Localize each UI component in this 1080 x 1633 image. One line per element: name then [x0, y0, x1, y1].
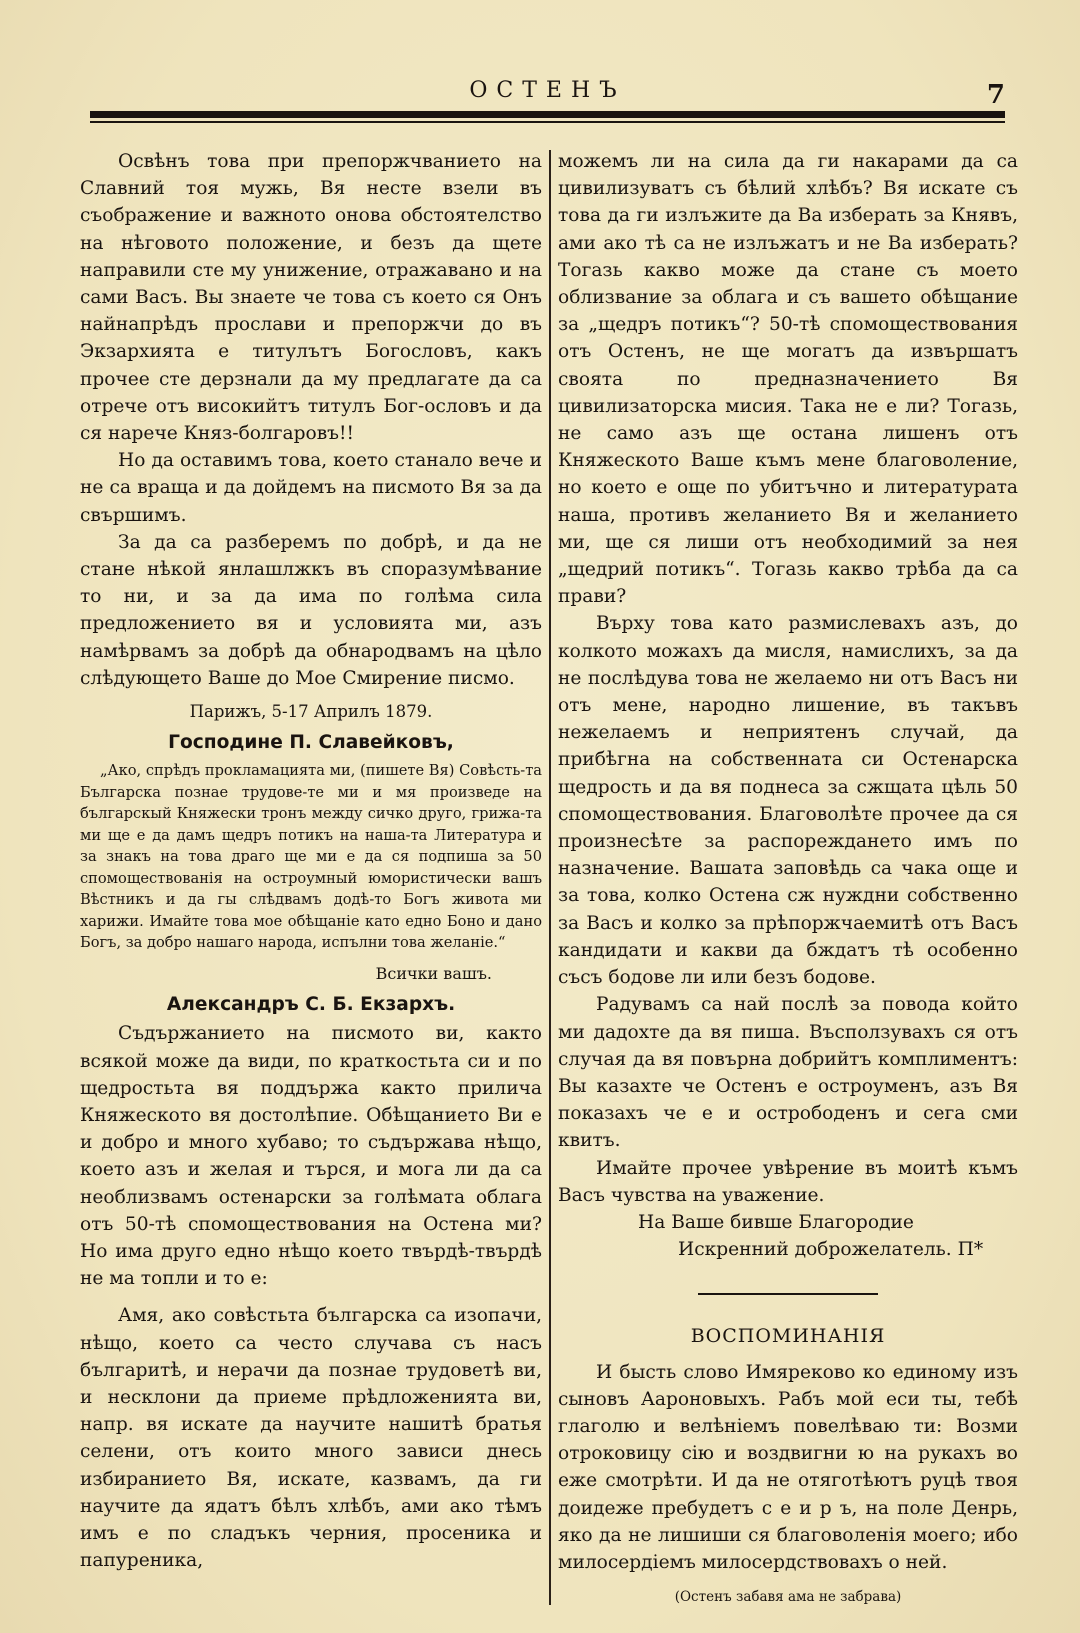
paragraph: Имайте прочее увѣрение въ моитѣ къмъ Васъ чувства на уважение.	[558, 1157, 1018, 1206]
letter-signature: Александръ С. Б. Екзархъ.	[166, 994, 456, 1016]
paragraph: Но да оставимъ това, което станало вече и не са враща и да дойдемъ на писмото Вя за да свършимъ.	[80, 450, 542, 526]
left-column	[80, 148, 542, 1574]
letter-closing: Всички вашъ.	[375, 963, 492, 983]
header-rule-thin	[90, 121, 1005, 123]
page-number: 7	[986, 80, 1005, 110]
header-rule	[90, 111, 1005, 118]
closing-line: На Ваше бивше Благородие	[638, 1211, 914, 1233]
letter-date: Парижъ, 5-17 Априлъ 1879.	[189, 702, 433, 722]
letter-salutation: Господине П. Славейковъ,	[168, 732, 454, 754]
quoted-letter: „Ако, спрѣдъ прокламацията ми, (пишете Вя) Совѣсть-та Българска познае трудове-те ми и мя произведе на българскый Княжески тронъ между сичко друго, грижа-та ми ще е да дамъ щедръ потикъ на наша-та Литература и за знакъ на това драго ще ми е да ся подпиша за 50 спомоществованія на остроумный юмористически вашъ Вѣстникъ и да гы слѣдвамъ додѣ-то Богъ живота ми харижи. Имайте това мое обѣщаніе като едно Боно и дано Богъ, за добро нашаго народа, испълни това желаніе.“	[80, 762, 542, 952]
column-divider	[549, 150, 551, 1605]
paragraph: Освѣнъ това при препоржчванието на Славний тоя мужь, Вя несте взели въ съображение и важното онова обстоятелство на нѣговото положение, и безъ да щете направили сте му унижение, отражавано и на сами Васъ. Вы знаете че това съ което ся Онъ найнапрѣдъ прослави и препоржчи до въ Экзархията е титулътъ Богословъ, какъ прочее сте дерзнали да му предлагате да са отрече отъ високийтъ титулъ Бог-ословъ и да ся нарече Княз-болгаровъ!!	[80, 151, 542, 445]
right-column	[558, 148, 1018, 1611]
paragraph: можемъ ли на сила да ги накарами да са цивилизуватъ съ бѣлий хлѣбъ? Вя искате съ това да ги излъжите да Ва изберать за Княвъ, ами ако тѣ са не излъжатъ и не Ва изберать? Тогазь какво може да стане съ моето облизвание за облага и съ вашето обѣщание за „щедръ потикъ“? 50-тѣ спомоществования отъ Остенъ, не ще могатъ да извършатъ своята по предназначението Вя цивилизаторска мисия. Така не е ли? Тогазь, не само азъ ще остана лишенъ отъ Княжеското Ваше къмъ мене благоволение, но което е още по убитъчно и литературата наша, противъ желанието Вя и желанието ми, ще ся лиши отъ необходимий за нея „щедрий потикъ“. Тогазь какво трѣба да са прави?	[558, 151, 1018, 608]
section-divider	[698, 1293, 878, 1295]
footnote: (Остенъ забавя ама не забрава)	[674, 1589, 902, 1606]
paragraph: Радувамъ са най послѣ за повода който ми дадохте да вя пиша. Въсползувахъ ся отъ случая да вя повърна добрийтъ комплиментъ: Вы казахте че Остенъ е остроуменъ, азъ Вя показахъ че е и острободенъ и сега сми квитъ.	[558, 994, 1018, 1152]
paragraph: Амя, ако совѣстьта българска са изопачи, нѣщо, което са често случава съ насъ българитѣ, и нерачи да познае трудоветѣ ви, и несклони да приеме прѣдложенията ви, напр. вя искате да научите нашитѣ братья селени, отъ които много зависи днесь избиранието Вя, искате, казвамъ, да ги научите да ядатъ бѣлъ хлѣбъ, ами ако тѣмъ имъ е по сладъкъ черния, просеника и папуреника,	[80, 1305, 542, 1572]
paragraph: Върху това като размислевахъ азъ, до колкото можахъ да мисля, намислихъ, за да не послѣдува това не желаемо ни отъ Васъ ни отъ мене, народно лишение, въ такъвъ нежелаемъ и неприятенъ случай, да прибѣгна на собственната си Остенарска щедрость и да вя поднеса за сжщата цѣль 50 спомоществования. Благоволѣте прочее да ся произнесѣте за распореждането имъ по назначение. Вашата заповѣдь са чака още и за това, колко Остена сж нуждни собственно за Васъ и колко за прѣпоржчаемитѣ отъ Васъ кандидати и какви да бждатъ тѣ особенно съсъ бодове ли или безъ бодове.	[558, 613, 1018, 989]
closing-signature: Искренний доброжелатель. П*	[678, 1239, 984, 1261]
page-header	[90, 78, 1005, 108]
paragraph: За да са разберемъ по добрѣ, и да не стане нѣкой янлашлжкъ въ споразумѣвание то ни, и за да има по голѣма сила предложението вя и условията ми, азъ намѣрвамъ за добрѣ да обнародвамъ на цѣло слѣдующето Ваше до Мое Смирение писмо.	[80, 531, 542, 689]
masthead: ОСТЕНЪ	[469, 78, 626, 103]
section-title: ВОСПОМИНАНІЯ	[690, 1325, 886, 1348]
paragraph: Съдържанието на писмото ви, както всякой може да види, по краткостьта си и по щедростьта вя поддържа както прилича Княжеското вя достолѣпие. Обѣщанието Ви е и добро и много хубаво; то съдържава нѣщо, което азъ и желая и търся, и мога ли да са необлизвамъ остенарски за голѣмата облага отъ 50-тѣ спомоществования на Остена ми? Но има друго едно нѣщо което твърдѣ-твърдѣ не ма топли и то е:	[80, 1023, 542, 1290]
paragraph: И бысть слово Имяреково ко единому изъ сыновъ Аароновыхъ. Рабъ мой еси ты, тебѣ глаголю и велѣніемъ повелѣваю ти: Возми отроковицу сію и воздвигни ю на рукахъ во еже смотрѣти. И да не отяготѣютъ руцѣ твоя доидеже пребудетъ с е и р ъ, на поле Денрь, яко да не лишиши ся благоволенія моего; ибо милосердіемъ милосердствовахъ о ней.	[558, 1361, 1018, 1573]
